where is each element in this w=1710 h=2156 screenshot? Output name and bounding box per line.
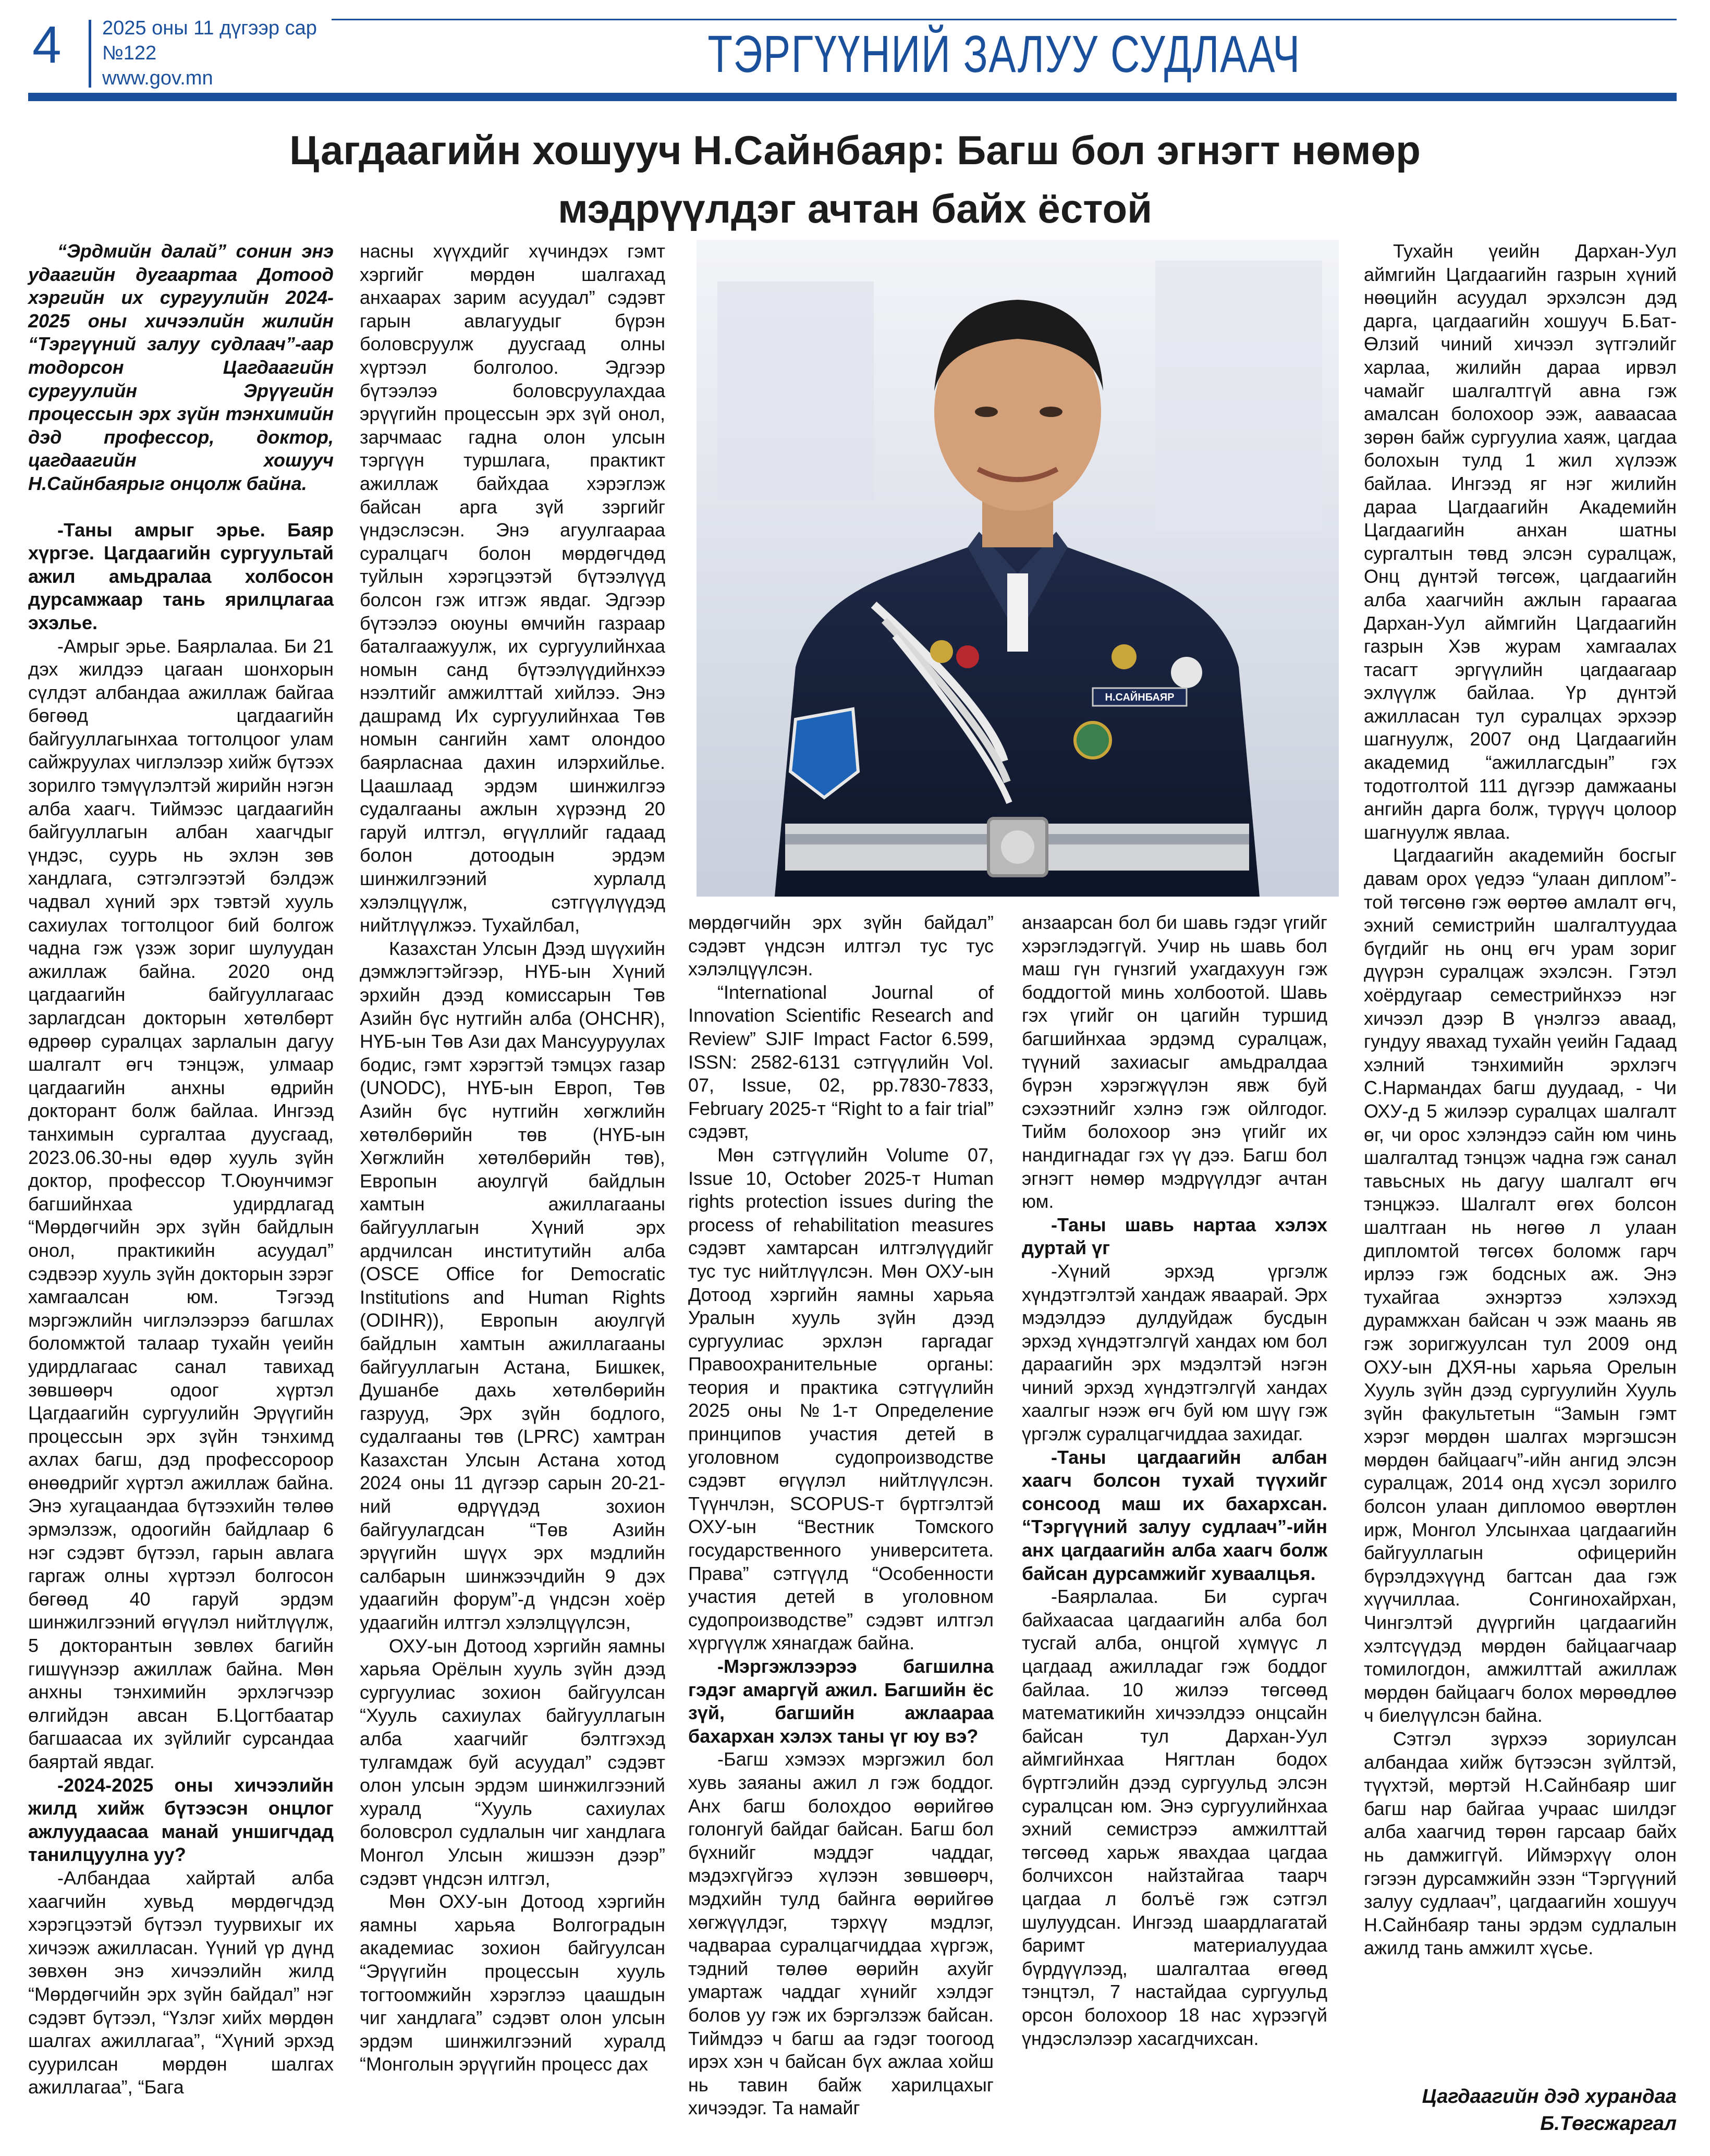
article-headline <box>63 121 1647 238</box>
interview-answer: -Албандаа хайртай алба хаагчийн хувьд мөрдөгчдэд хэрэгцээтэй бүтээл туурвихыг их хичээж ажилласан. Үүний үр дүнд зөвхөн энэ хичээлийн жилд “Мөрдөгчийн эрх зүйн байдал” нэг сэдэвт бүтээл, “Үзлэг хийх мөрдөн шалгах ажиллагаа”, “Хүний эрхэд суурилсан мөрдөн шалгах ажиллагаа”, “Бага <box>28 1867 334 2098</box>
paragraph: “International Journal of Innovation Scientific Research and Review” SJIF Impact Factor 6.599, ISSN: 2582-6131 сэтгүүлийн Vol. 07, Issue, 02, pp.7830-7833, February 2025-т “Right to a fair trial” сэдэвт, <box>688 981 994 1143</box>
headline-line-2: мэдрүүлдэг ачтан байх ёстой <box>557 186 1153 231</box>
section-title: ТЭРГҮҮНИЙ ЗАЛУУ СУДЛААЧ <box>707 25 1301 83</box>
paragraph: насны хүүхдийг хүчиндэх гэмт хэргийг мөрдөн шалгахад анхаарах зарим асуудал” сэдэвт гарын авлагуудыг бүрэн боловсруулж дуусгаад олны хүртээл болголоо. Эдгээр бүтээлээ боловсруулахдаа эрүүгийн процессын эрх зүй онол, зарчмаас гадна олон улсын тэргүүн туршлага, практикт ажиллаж байхдаа хэрэглэж байсан арга зүй зэргийг үндэслэсэн. Энэ агуулгаараа суралцагч болон мөрдөгчдөд туйлын хэрэгцээтэй бүтээлүүд болсон гэж итгэж явдаг. Эдгээр бүтээлээ оюуны өмчийн газраар баталгаажуулж, их сургуулийнхаа номын санд бүтээлүүдийнхээ нээлтийг амжилттай хийлээ. Энэ дашрамд Их сургуулийнхаа Төв номын сангийн хамт олондоо баярласнаа дахин илэрхийлье. Цаашлаад эрдэм шинжилгээ судалгааны ажлын хүрээнд 20 гаруй илтгэл, өгүүллийг гадаад болон дотоодын эрдэм шинжилгээний хурлалд хэлэлцүүлж, сэтгүүлүүдэд нийтлүүлжээ. Тухайлбал, <box>360 240 665 936</box>
masthead-bar <box>28 93 1677 101</box>
article-column-1 <box>28 240 334 2148</box>
author-name: Б.Төгсжаргал <box>1540 2113 1677 2135</box>
portrait-photo <box>697 240 1339 897</box>
paragraph: Казахстан Улсын Дээд шүүхийн дэмжлэгтэйгээр, НҮБ-ын Хүний эрхийн дээд комиссарын Төв Азийн бүс нутгийн алба (OHCHR), НҮБ-ын Төв Ази дах Мансууруулах бодис, гэмт хэрэгтэй тэмцэх газар (UNODC), НҮБ-ын Европ, Төв Азийн бүс нутгийн хөгжлийн хөтөлбөрийн төв (НҮБ-ын Хөгжлийн хөтөлбөрийн төв), Европын аюулгүй байдлын хамтын ажиллагааны байгууллагын Хүний эрх ардчилсан институтийн алба (OSCE Office for Democratic Institutions and Human Rights (ODIHR)), Европын аюулгүй байдлын хамтын ажиллагааны байгууллагын Астана, Бишкек, Душанбе дахь хөтөлбөрийн газрууд, Эрх зүйн бодлого, судалгааны төв (LPRC) хамтран Казахстан Улсын Астана хотод 2024 оны 11 дүгээр сарын 20-21-ний өдрүүдэд зохион байгуулагдсан “Төв Азийн эрүүгийн шүүх эрх мэдлийн салбарын шинжээчдийн 9 дэх удаагийн форум”-д үндсэн хоёр удаагийн илтгэл хэлэлцүүлсэн, <box>360 937 665 1634</box>
page-number: 4 <box>32 16 62 74</box>
interview-answer: -Амрыг эрье. Баярлалаа. Би 21 дэх жилдээ цагаан шонхорын сүлдэт албандаа ажиллаж байгаа бөгөөд цагдаагийн байгууллагынхаа тогтолцоог улам сайжруулах чиглэлээр хийж бүтээх зорилго тэмүүлэлтэй жирийн нэгэн алба хаагч. Тиймээс цагдаагийн байгууллагын албан хаагчдыг үндэс, суурь нь эхлэн зөв хандлага, сэтгэлгээтэй бэлдэж чадвал хүний эрх тэвтэй хууль сахиулах тогтолцоог бий болгож чадна гэж үзэж зориг шулуудан ажиллаж байна. 2020 онд цагдаагийн байгууллагаас зарлагдсан докторын хөтөлбөрт өдрөөр суралцах зарлалын дагуу шалгалт өгч тэнцэж, улмаар цагдаагийн анхны өдрийн докторант болж байлаа. Ингээд танхимын сургалтаа дуусгаад, 2023.06.30-ны өдөр хууль зүйн доктор, профессор Т.Оюунчимэг багшийнхаа удирдлагад “Мөрдөгчийн эрх зүйн байдлын онол, практикийн асуудал” сэдвээр хууль зүйн докторын зэрэг хамгаалсан юм. Тэгээд мэргэжлийн чиглэлээрээ багшлах боломжтой талаар тухайн үеийн удирдлагаас санал тавихад зөвшөөрч одоог хүртэл Цагдаагийн сургуулийн Эрүүгийн процессын эрх зүйн тэнхимд ахлах багш, дэд профессороор өнөөдрийг хүртэл ажиллаж байна. Энэ хугацаандаа бүтээхийн төлөө эрмэлзэж, одоогийн байдлаар 6 нэг сэдэвт бүтээл, гарын авлага гаргаж олны хүртээл болгосон бөгөөд 40 гаруй эрдэм шинжилгээний өгүүлэл нийтлүүлж, 5 докторантын зөвлөх багийн гишүүнээр ажиллаж байна. Мөн анхны тэнхимийн эрхлэгчээр өлгийдэн авсан Б.Цогтбаатар багшаасаа их зүйлийг сурсандаа баяртай явдаг. <box>28 635 334 1772</box>
paragraph: Мөн ОХУ-ын Дотоод хэргийн яамны харьяа Волгоградын академиас зохион байгуулсан “Эрүүгийн процессын хууль тогтоомжийн хэрэглээ цаашдын чиг хандлага” сэдэвт олон улсын эрдэм шинжилгээний хуралд “Монголын эрүүгийн процесс дах <box>360 1891 665 2075</box>
interview-answer: -Багш хэмээх мэргэжил бол хувь заяаны ажил л гэж боддог. Анх багш болохдоо өөрийгөө голонгуй байдаг байсан. Багш бол бүхнийг мэддэг чаддаг, мэдэхгүйгээ хүлээн зөвшөөрч, мэдхийн тулд байнга өөрийгөө хөгжүүлдэг, тэрхүү мэдлэг, чадвараа суралцагчиддаа хүргэж, тэдний төлөө өөрийн ахуйг умартаж чаддаг хүнийг хэлдэг болов уу гэж их бэргэлзэж байсан. Тиймдээ ч багш аа гэдэг тоогоод ирэх хэн ч байсан бүх ажлаа хойш нь тавин байж харилцахыг хичээдэг. Та намайг <box>688 1748 994 2119</box>
article-column-2 <box>360 240 665 2148</box>
headline-line-1: Цагдаагийн хошууч Н.Сайнбаяр: Багш бол эгнэгт нөмөр <box>289 127 1421 173</box>
article-column-3 <box>688 911 994 2148</box>
paragraph: Цагдаагийн академийн босгыг давам орох үедээ “улаан диплом”-той төгсөнө гэж өөртөө амлалт өгч, эхний семистрийн шалгалтуудаа бүгдийг нь онц өгч урам зориг дүүрэн суралцаж эхэлсэн. Гэтэл хоёрдугаар семестрийнхээ нэг хичээл дээр В үнэлгээ аваад, гундуу явахад тухайн үеийн Гадаад хэлний тэнхимийн эрхлэгч С.Нармандах багш дуудаад, - Чи ОХУ-д 5 жилээр суралцах шалгалт өг, чи орос хэлэндээ сайн юм чинь шалгалтад тэнцэж чадна гэж санал тавьсных нь дагуу шалгалт өгч тэнцжээ. Шалгалт өгөх болсон шалтгаан нь нөгөө л улаан дипломтой төгсөх боломж гарч ирлээ гэж бодсных аж. Энэ тухайгаа эхнэртээ хэлэхэд дурамжхан байсан ч ээж маань яв гэж зоригжуулсан тул 2009 онд ОХУ-ын ДХЯ-ны харьяа Орелын Хууль зүйн дээд сургуулийн Хууль зүйн факультетын “Замын гэмт хэрэг мөрдөн шалгах мэргэшсэн мөрдөн байцаагч”-ийн ангид элсэн суралцаж, 2014 онд хүсэл зорилго болсон улаан дипломоо өвөртлөн ирж, Монгол Улсынхаа цагдаагийн байгууллагын офицерийн бүрэлдэхүүнд багтсан даа гэж хүүчиллаа. Сонгинохайрхан, Чингэлтэй дүүргийн цагдаагийн хэлтсүүдэд мөрдөн байцаагчаар томилогдон, амжилттай ажиллаж мөрдөн байцаагч болох мөрөөдлөө ч биелүүлсэн байна. <box>1364 844 1677 1726</box>
interview-question: -Таны цагдаагийн албан хаагч болсон тухай түүхийг сонсоод маш их бахархсан. “Тэргүүний залуу судлаач”-ийн анх цагдаагийн алба хаагч болж байсан дурсамжийг хуваалцья. <box>1022 1446 1327 1584</box>
article-column-4 <box>1022 911 1327 2148</box>
issue-number: №122 <box>102 42 157 64</box>
interview-question: -Таны амрыг эрье. Баяр хүргэе. Цагдаагийн сургуультай ажил амьдралаа холбосон дурсамжаар тань ярилцлагаа эхэлье. <box>28 519 334 633</box>
interview-answer: -Баярлалаа. Би сургач байхаасаа цагдаагийн алба бол тусгай алба, онцгой хүмүүс л цагдаад ажилладаг гэж боддог байлаа. 10 жилээ төгсөөд математикийн хичээлдээ онцсайн байсан тул Дархан-Уул аймгийнхаа Нягтлан бодох бүртгэлийн дээд сургуульд элсэн суралцсан юм. Энэ сургуулийнхаа эхний семистрээ амжилттай төгсөөд харьж явахдаа цагдаа болчихсон найзтайгаа таарч цагдаа л болъё гэж сэтгэл шулуудсан. Ингээд шаардлагатай баримт материалуудаа бүрдүүлээд, шалгалтаа өгөөд тэнцтэл, 7 настайдаа сургуульд орсон болохоор 18 нас хүрээгүй үндэслэлээр хасагдчихсан. <box>1022 1586 1327 2049</box>
paragraph: Мөн сэтгүүлийн Volume 07, Issue 10, October 2025-т Human rights protection issues during the process of rehabilitation measures сэдэвт хамтарсан илтгэлүүдийг тус тус нийтлүүлсэн. Мөн ОХУ-ын Дотоод хэргийн яамны харьяа Уралын хууль зүйн дээд сургуулиас эрхлэн гаргадаг Правоохранительные органы: теория и практика сэтгүүлийн 2025 оны №1-т Определение принципов участия детей в уголовном судопроизводстве сэдэвт өгүүлэл нийтлүүлсэн. Түүнчлэн, SCOPUS-т бүртгэлтэй ОХУ-ын “Вестник Томского государственного университета. Права” сэтгүүлд “Особенности участия детей в уголовном судопроизводстве” сэдэвт илтгэл хүргүүлж хянагдаж байна. <box>688 1144 994 1654</box>
paragraph: ОХУ-ын Дотоод хэргийн яамны харьяа Орёлын хууль зүйн дээд сургуулиас зохион байгуулсан “Хууль сахиулах байгууллагын алба хаагчийг бэлтгэхэд тулгамдаж буй асуудал” сэдэвт олон улсын эрдэм шинжилгээний хуралд “Хууль сахиулах боловсрол судлалын чиг хандлага Монгол Улсын жишээн дээр” сэдэвт үндсэн илтгэл, <box>360 1635 665 1889</box>
interview-question: -Таны шавь нартаа хэлэх дуртай үг <box>1022 1214 1327 1259</box>
paragraph: Сэтгэл зүрхээ зориулсан албандаа хийж бүтээсэн зүйлтэй, түүхтэй, мөртэй Н.Сайнбаяр шиг багш нар байгаа учраас шилдэг алба хаагчид төрөн гарсаар байх нь дамжиггүй. Иймэрхүү олон гэгээн дурсамжийн эзэн “Тэргүүний залуу судлаач”, цагдаагийн хошууч Н.Сайнбаяр таны эрдэм судлалын ажилд тань амжилт хүсье. <box>1364 1728 1677 1959</box>
paragraph: мөрдөгчийн эрх зүйн байдал” сэдэвт үндсэн илтгэл тус тус хэлэлцүүлсэн. <box>688 912 994 980</box>
interview-question: -Мэргэжлээрээ багшилна гэдэг амаргүй ажил. Багшийн ёс зүй, багшийн ажлаараа бахархан хэлэх таны үг юу вэ? <box>688 1656 994 1747</box>
article-lead: “Эрдмийн далай” сонин энэ удаагийн дугаартаа Дотоод хэргийн их сургуулийн 2024-2025 оны хичээлийн жилийн “Тэргүүний залуу судлаач”-аар тодорсон Цагдаагийн сургуулийн Эрүүгийн процессын эрх зүйн тэнхимийн дэд профессор, доктор, цагдаагийн хошууч Н.Сайнбаярыг онцолж байна. <box>28 240 334 494</box>
article-column-5 <box>1364 240 1677 2064</box>
issue-date: 2025 оны 11 дүгээр сар <box>102 17 317 39</box>
paragraph: Тухайн үеийн Дархан-Уул аймгийн Цагдаагийн газрын хүний нөөцийн асуудал эрхэлсэн дэд дарга, цагдаагийн хошууч Б.Бат-Өлзий чиний хичээл зүтгэлийг харлаа, жилийн дараа ирвэл чамайг шалгалтгүй авна гэж амалсан болохоор ээж, ааваасаа зөрөн байж сургуулиа хаяж, цагдаа болохын тулд 1 жил хүлээж байлаа. Ингээд яг нэг жилийн дараа Цагдаагийн Академийн Цагдаагийн анхан шатны сургалтын төвд элсэн суралцаж, Онц дүнтэй төгсөж, цагдаагийн алба хаагчийн ажлын гараагаа Дархан-Уул аймгийн Цагдаагийн газрын Хэв журам хамгаалах тасагт эргүүлийн цагдаагаар эхлүүлж байлаа. Үр дүнтэй ажилласан тул суралцах эрхээр шагнуулж, 2007 онд Цагдаагийн академид “ажиллагсдын” гэх тодотголтой 111 дүгээр дамжааны ангийн дарга болж, түрүүч цолоор шагнуулж явлаа. <box>1364 240 1677 843</box>
paragraph: анзаарсан бол би шавь гэдэг үгийг хэрэглэдэггүй. Учир нь шавь бол маш гүн гүнзгий ухагдахуун гэж боддогтой минь холбоотой. Шавь гэх үгийг он цагийн туршид багшийнхаа эрдэмд суралцаж, түүний захиасыг амьдралдаа бүрэн хэрэгжүүлэн явж буй сэхээтнийг хэлнэ гэж ойлгодог. Тийм болохоор энэ үгийг их нандигнадаг гэх үү дээ. Багш бол эгнэгт нөмөр мэдрүүлдэг ачтан юм. <box>1022 912 1327 1212</box>
officer-portrait-illustration <box>697 240 1339 897</box>
masthead-divider <box>89 20 91 88</box>
author-signature <box>1364 2083 1677 2137</box>
interview-answer: -Хүний эрхэд үргэлж хүндэтгэлтэй хандаж яваарай. Эрх мэдэлдээ дулдуйдаж бусдын эрхэд хүндэтгэлгүй хандах юм бол дараагийн эрх мэдэлтэй нэгэн чиний эрхэд хүндэтгэлгүй хандах хаалгыг нээж өгч буй юм шүү гэж үргэлж суралцагчиддаа захидаг. <box>1022 1260 1327 1445</box>
name-tag: Н.САЙНБАЯР <box>1105 692 1175 703</box>
section-top-rule <box>332 19 1677 20</box>
author-rank: Цагдаагийн дэд хурандаа <box>1422 2086 1677 2108</box>
issue-meta <box>102 16 317 91</box>
interview-question: -2024-2025 оны хичээлийн жилд хийж бүтээсэн онцлог ажлуудаасаа манай уншигчдад танилцуулна уу? <box>28 1774 334 1866</box>
website-link[interactable]: www.gov.mn <box>102 67 213 89</box>
